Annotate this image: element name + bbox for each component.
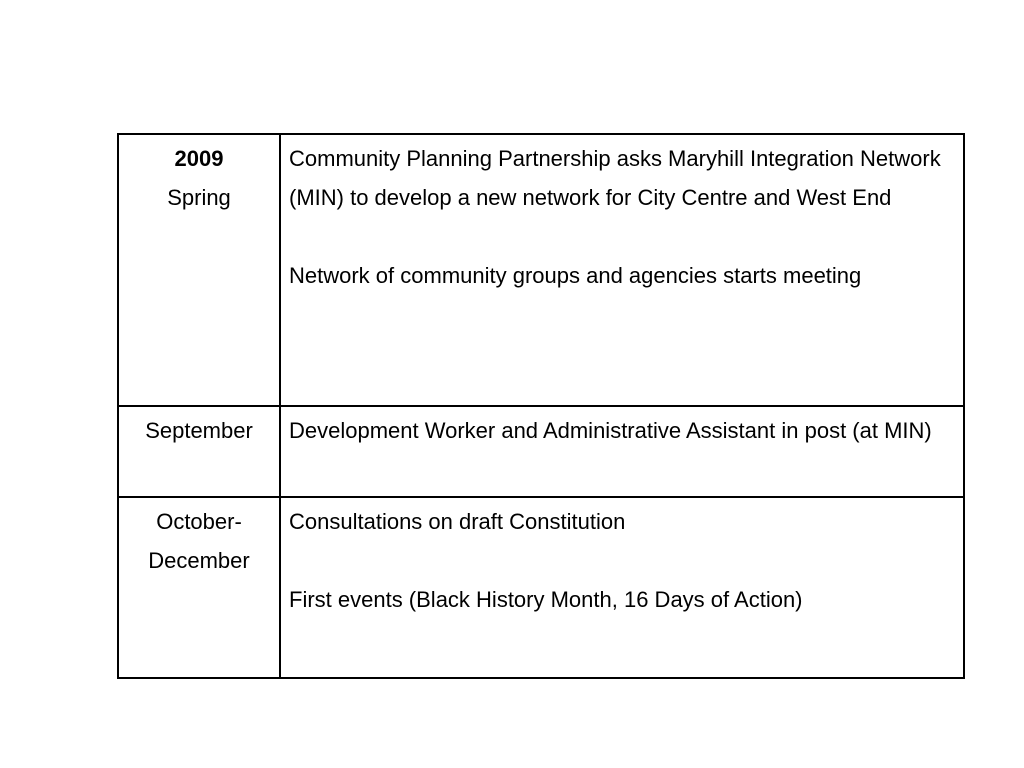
date-cell: [118, 497, 280, 678]
date-cell: [118, 406, 280, 497]
description-cell: [280, 497, 964, 678]
period-label-line1: October-: [156, 509, 242, 534]
description-cell: [280, 406, 964, 497]
description-cell: [280, 134, 964, 406]
description-paragraph: Development Worker and Administrative Assistant in post (at MIN): [289, 418, 932, 443]
period-label: September: [145, 418, 253, 443]
description-paragraph: Network of community groups and agencies starts meeting: [289, 263, 862, 288]
date-cell: [118, 134, 280, 406]
year-label: 2009: [174, 146, 224, 171]
table-row: [118, 134, 964, 406]
table-row: [118, 497, 964, 678]
period-label-line2: December: [148, 548, 250, 573]
description-paragraph: Consultations on draft Constitution: [289, 509, 626, 534]
description-paragraph: First events (Black History Month, 16 Days of Action): [289, 587, 803, 612]
table-row: [118, 406, 964, 497]
period-label: Spring: [167, 185, 231, 210]
description-paragraph: Community Planning Partnership asks Maryhill Integration Network (MIN) to develop a new network for City Centre and West End: [289, 146, 941, 210]
timeline-table: [117, 133, 965, 679]
